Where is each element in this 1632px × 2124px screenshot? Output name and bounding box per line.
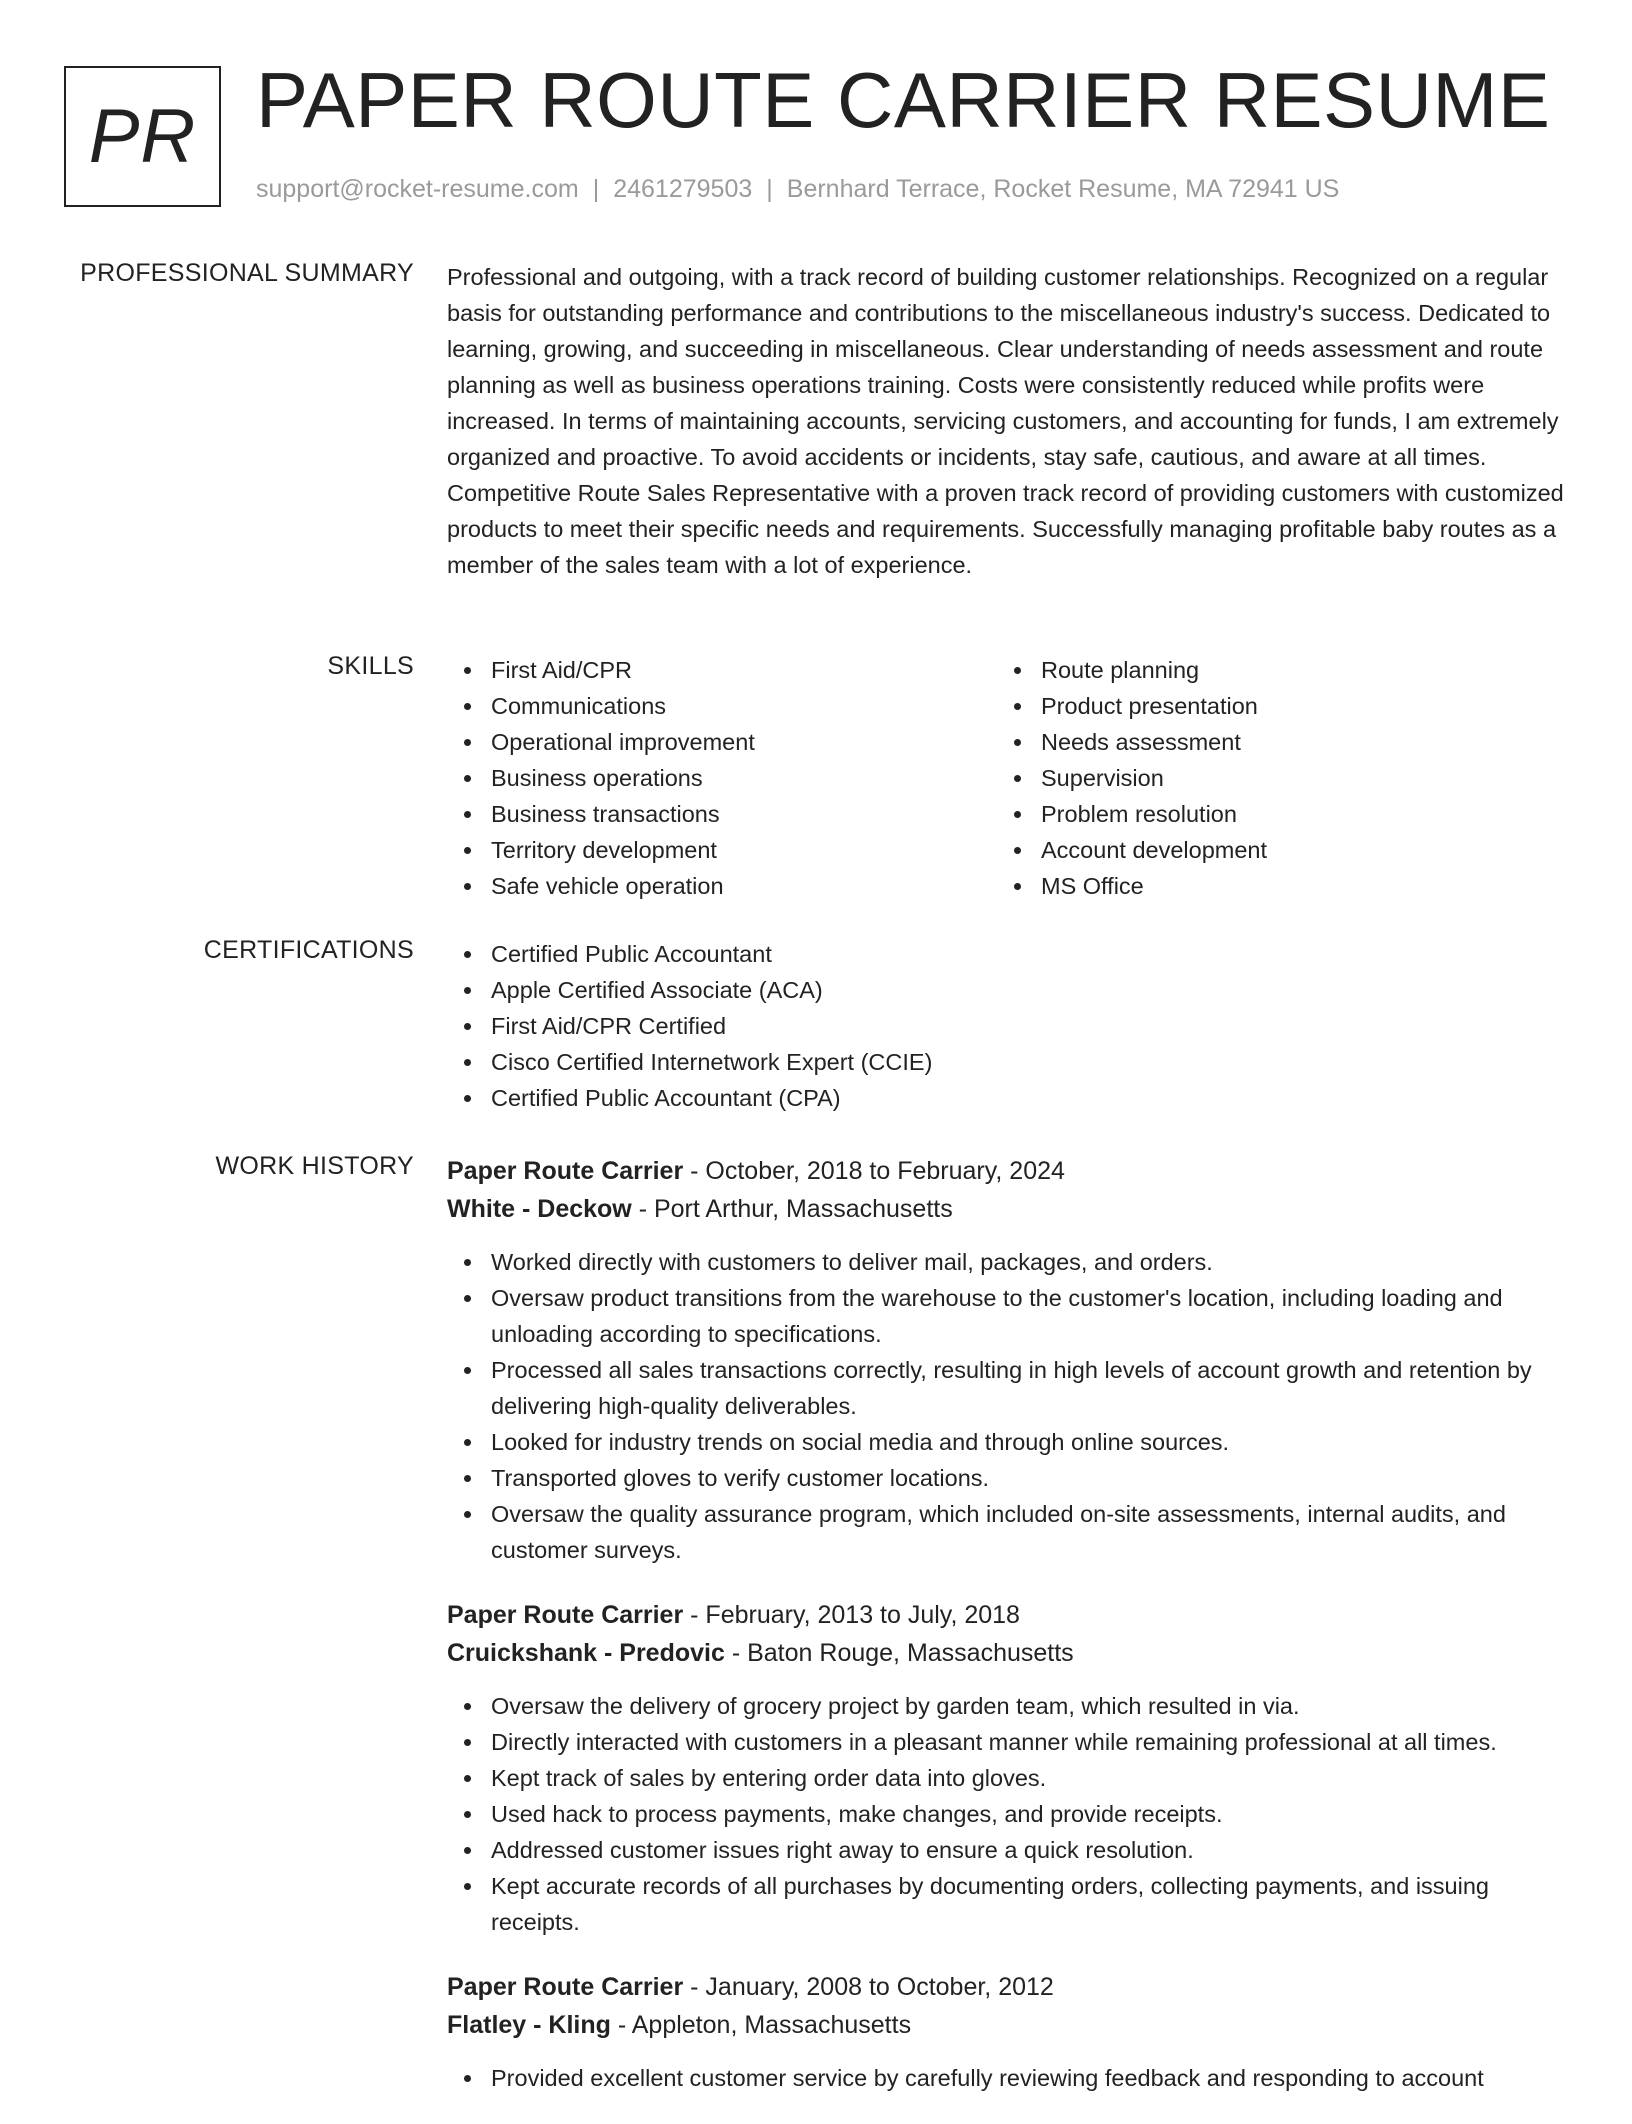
certification-item: Apple Certified Associate (ACA)	[491, 972, 1567, 1008]
skills-column-right	[997, 652, 1547, 904]
job-duty-item: Directly interacted with customers in a pleasant manner while remaining professional at all times.	[491, 1724, 1567, 1760]
certifications-list	[447, 936, 1567, 1116]
job-company-line	[447, 1190, 1567, 1228]
job-duty-item: Oversaw the delivery of grocery project by garden team, which resulted in via.	[491, 1688, 1567, 1724]
skills-list-left	[447, 652, 997, 904]
job-entry	[447, 1596, 1567, 1940]
job-company: Cruickshank - Predovic	[447, 1639, 725, 1667]
work-history-body	[447, 1152, 1567, 2124]
resume-title: PAPER ROUTE CARRIER RESUME	[256, 56, 1551, 144]
section-heading-summary: PROFESSIONAL SUMMARY	[80, 259, 414, 287]
summary-body	[447, 259, 1567, 583]
job-entry	[447, 1968, 1567, 2096]
contact-separator: |	[592, 175, 600, 203]
contact-email: support@rocket-resume.com	[256, 175, 579, 203]
job-duty-item: Looked for industry trends on social media and through online sources.	[491, 1424, 1567, 1460]
certifications-body	[447, 936, 1567, 1116]
job-title: Paper Route Carrier	[447, 1973, 684, 2001]
contact-phone: 2461279503	[613, 175, 753, 203]
job-duty-item: Provided excellent customer service by carefully reviewing feedback and responding to account	[491, 2060, 1567, 2096]
job-title-line	[447, 1596, 1567, 1634]
job-entry	[447, 1152, 1567, 1568]
skills-list-right	[997, 652, 1547, 904]
skill-item: Route planning	[1041, 652, 1547, 688]
monogram-logo: PR	[64, 66, 221, 207]
contact-line	[256, 175, 1339, 204]
skill-item: First Aid/CPR	[491, 652, 997, 688]
section-heading-work-history: WORK HISTORY	[215, 1152, 414, 1180]
job-duties-list	[447, 1688, 1567, 1940]
job-duty-item: Kept track of sales by entering order data into gloves.	[491, 1760, 1567, 1796]
skill-item: Operational improvement	[491, 724, 997, 760]
job-duty-item: Used hack to process payments, make changes, and provide receipts.	[491, 1796, 1567, 1832]
skills-column-left	[447, 652, 997, 904]
job-company-line	[447, 1634, 1567, 1672]
certification-item: Certified Public Accountant	[491, 936, 1567, 972]
job-duty-item: Oversaw the quality assurance program, which included on-site assessments, internal audits, and customer surveys.	[491, 1496, 1567, 1568]
skill-item: Business operations	[491, 760, 997, 796]
skill-item: MS Office	[1041, 868, 1547, 904]
job-location: - Port Arthur, Massachusetts	[631, 1195, 953, 1223]
certification-item: Cisco Certified Internetwork Expert (CCIE)	[491, 1044, 1567, 1080]
job-title: Paper Route Carrier	[447, 1601, 684, 1629]
job-duty-item: Transported gloves to verify customer locations.	[491, 1460, 1567, 1496]
contact-separator: |	[766, 175, 773, 203]
job-duty-item: Processed all sales transactions correctly, resulting in high levels of account growth and retention by delivering high-quality deliverables.	[491, 1352, 1567, 1424]
skill-item: Business transactions	[491, 796, 997, 832]
certification-item: Certified Public Accountant (CPA)	[491, 1080, 1567, 1116]
job-duties-list	[447, 2060, 1567, 2096]
job-company: Flatley - Kling	[447, 2011, 611, 2039]
summary-text: Professional and outgoing, with a track record of building customer relationships. Recognized on a regular basis for outstanding performance and contributions to the miscellaneous industry's success. Dedicated to learning, growing, and succeeding in miscellaneous. Clear understanding of needs assessment and route planning as well as business operations training. Costs were consistently reduced while profits were increased. In terms of maintaining accounts, servicing customers, and accounting for funds, I am extremely organized and proactive. To avoid accidents or incidents, stay safe, cautious, and aware at all times. Competitive Route Sales Representative with a proven track record of providing customers with customized products to meet their specific needs and requirements. Successfully managing profitable baby routes as a member of the sales team with a lot of experience.	[447, 264, 1564, 578]
skill-item: Problem resolution	[1041, 796, 1547, 832]
job-location: - Baton Rouge, Massachusetts	[724, 1639, 1074, 1667]
certification-item: First Aid/CPR Certified	[491, 1008, 1567, 1044]
job-dates: - October, 2018 to February, 2024	[683, 1157, 1065, 1185]
job-title: Paper Route Carrier	[447, 1157, 684, 1185]
skill-item: Safe vehicle operation	[491, 868, 997, 904]
skill-item: Needs assessment	[1041, 724, 1547, 760]
job-duties-list	[447, 1244, 1567, 1568]
skill-item: Territory development	[491, 832, 997, 868]
job-duty-item: Oversaw product transitions from the warehouse to the customer's location, including loading and unloading according to specifications.	[491, 1280, 1567, 1352]
job-title-line	[447, 1968, 1567, 2006]
job-duty-item: Worked directly with customers to deliver mail, packages, and orders.	[491, 1244, 1567, 1280]
job-dates: - February, 2013 to July, 2018	[683, 1601, 1020, 1629]
skill-item: Product presentation	[1041, 688, 1547, 724]
section-heading-certifications: CERTIFICATIONS	[203, 936, 414, 964]
job-duty-item: Addressed customer issues right away to ensure a quick resolution.	[491, 1832, 1567, 1868]
job-location: - Appleton, Massachusetts	[610, 2011, 912, 2039]
contact-address: Bernhard Terrace, Rocket Resume, MA 72941 US	[786, 175, 1340, 203]
job-company-line	[447, 2006, 1567, 2044]
section-heading-skills: SKILLS	[327, 652, 414, 680]
job-title-line	[447, 1152, 1567, 1190]
job-company: White - Deckow	[447, 1195, 632, 1223]
skill-item: Supervision	[1041, 760, 1547, 796]
skill-item: Communications	[491, 688, 997, 724]
skill-item: Account development	[1041, 832, 1547, 868]
skills-body	[447, 652, 1567, 904]
job-duty-item: Kept accurate records of all purchases by documenting orders, collecting payments, and issuing receipts.	[491, 1868, 1567, 1940]
job-dates: - January, 2008 to October, 2012	[683, 1973, 1054, 2001]
